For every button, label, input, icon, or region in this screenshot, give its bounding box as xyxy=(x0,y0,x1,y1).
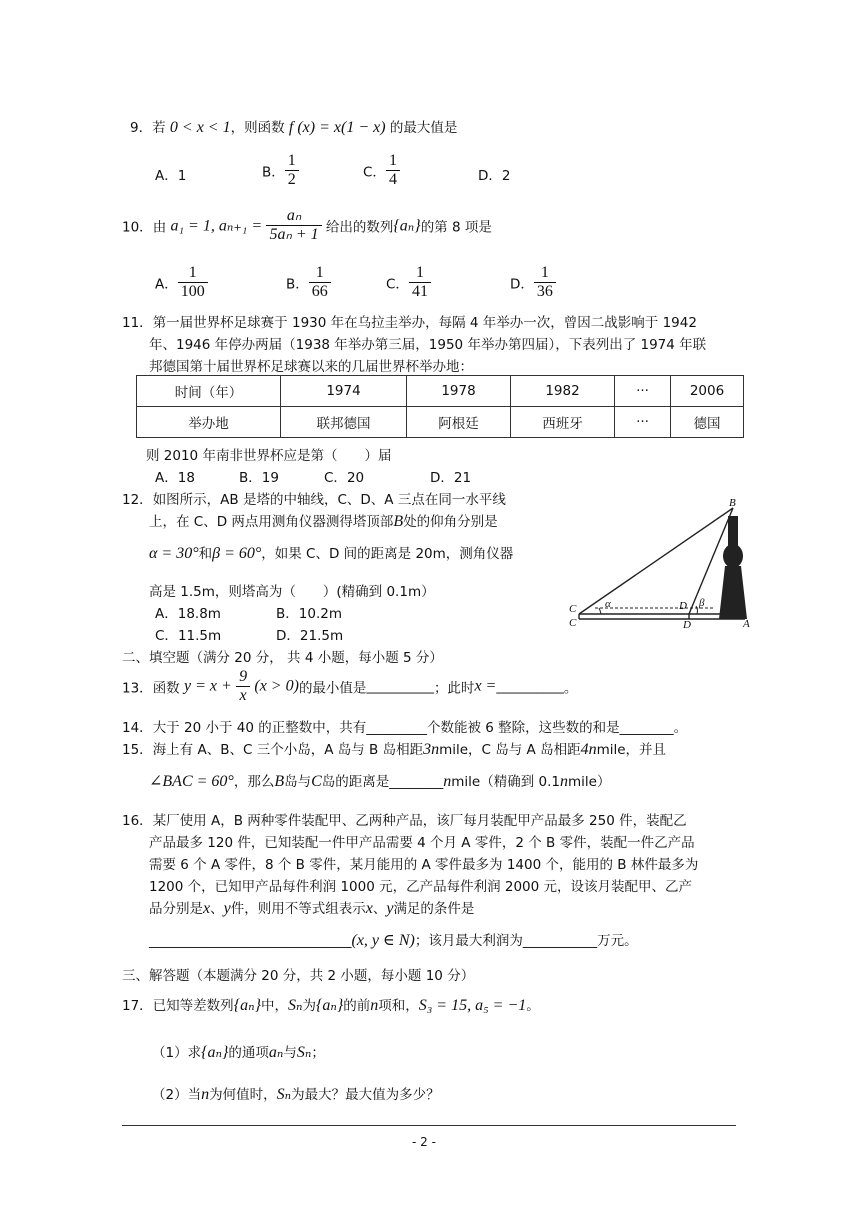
table-cell: 举办地 xyxy=(137,407,281,438)
q9-function: f (x) = x(1 − x) xyxy=(288,119,386,136)
tower-diagram xyxy=(565,496,755,631)
q11-question: 则 2010 年南非世界杯应是第（ ）届 xyxy=(146,448,392,464)
q10-stem: 10．由 a₁ = 1, aₙ₊₁ = $\frac{\text{aₙ}}{\text{5aₙ + 1}}$ 给出的数列{aₙ}的第 8 项是 xyxy=(122,207,492,243)
q10-option-c: C． $\frac{1}{41}$ xyxy=(386,264,431,301)
q14-stem: 14．大于 20 小于 40 的正整数中，共有_________个数能被 6 整除，这些数的和是________。 xyxy=(122,720,688,736)
fig-label-d2: D xyxy=(683,619,691,631)
q9-option-d: D．2 xyxy=(478,168,511,184)
fig-label-a: A xyxy=(743,618,750,630)
q16-line5: 品分别是x、y件，则用不等式组表示x、y满足的条件是 xyxy=(149,900,475,917)
q16-line4: 1200 个，已知甲产品每件利润 1000 元，乙产品每件利润 2000 元，设该月装配甲、乙产 xyxy=(149,879,693,895)
q9-option-a: A．1 xyxy=(155,168,187,184)
q10-recurrence: a₁ = 1, aₙ₊₁ = xyxy=(170,217,263,235)
q16-line6: ______________________________(x, y ∈ N)；该月最大利润为___________万元。 xyxy=(149,932,638,949)
q11-line3: 邦德国第十届世界杯足球赛以来的几届世界杯举办地： xyxy=(149,359,473,375)
q9-option-c: C． $\frac{1}{4}$ xyxy=(363,152,400,189)
footer-rule xyxy=(122,1125,736,1126)
q11-option-c: C．20 xyxy=(324,470,365,486)
fig-label-d1: D xyxy=(679,600,687,612)
table-cell: ··· xyxy=(615,407,671,438)
q17-part1: （1）求{aₙ}的通项aₙ与Sₙ； xyxy=(152,1044,325,1061)
q12-option-a: A．18.8m xyxy=(155,606,221,622)
table-row xyxy=(137,407,744,438)
q16-line3: 需要 6 个 A 零件，8 个 B 零件，某月能用的 A 零件最多为 1400 个，能用的 B 林件最多为 xyxy=(149,857,699,873)
table-row xyxy=(137,376,744,407)
q12-line3: α = 30°和β = 60°，如果 C、D 间的距离是 20m，测角仪器 xyxy=(149,545,514,562)
fig-label-alpha: α xyxy=(605,598,611,610)
q9-stem: 9．若 0 < x < 1，则函数 f (x) = x(1 − x) 的最大值是 xyxy=(130,119,458,136)
q16-line1: 16．某厂使用 A，B 两种零件装配甲、乙两种产品，该厂每月装配甲产品最多 250 件，装配乙 xyxy=(122,813,687,829)
q15-line2: ∠BAC = 60°，那么B岛与C岛的距离是________nmile（精确到 0.1nmile） xyxy=(149,773,611,790)
q15-line1: 15．海上有 A、B、C 三个小岛，A 岛与 B 岛相距3nmile，C 岛与 A 岛相距4nmile，并且 xyxy=(122,741,667,758)
table-cell: 2006 xyxy=(671,376,744,407)
q17-stem: 17．已知等差数列{aₙ}中，Sₙ为{aₙ}的前n项和，S₃ = 15, a₅ = −1。 xyxy=(122,997,540,1014)
table-cell: 阿根廷 xyxy=(407,407,511,438)
q11-line2: 年、1946 年停办两届（1938 年举办第三届，1950 年举办第四届），下表列出了 1974 年联 xyxy=(149,337,707,353)
fig-label-beta: β xyxy=(699,597,705,609)
fig-label-c1: C xyxy=(569,603,577,615)
q12-line4: 高是 1.5m，则塔高为（ ）(精确到 0.1m） xyxy=(149,584,435,600)
table-cell: 1974 xyxy=(281,376,407,407)
q12-line1: 12．如图所示，AB 是塔的中轴线，C、D、A 三点在同一水平线 xyxy=(122,492,506,508)
q9-option-b: B． $\frac{1}{2}$ xyxy=(262,152,299,189)
q17-part2: （2）当n为何值时，Sₙ为最大？最大值为多少？ xyxy=(152,1086,440,1103)
section-3-heading: 三、解答题（本题满分 20 分，共 2 小题，每小题 10 分） xyxy=(122,968,475,984)
q12-option-b: B．10.2m xyxy=(276,606,342,622)
q13-stem: 13．函数 y = x + $\frac{9}{x}$ (x > 0)的最小值是__________；此时x =__________。 xyxy=(122,668,578,704)
fig-label-b: B xyxy=(729,497,736,509)
q16-line2: 产品最多 120 件，已知装配一件甲产品需要 4 个月 A 零件，2 个 B 零件，装配一件乙产品 xyxy=(149,835,695,851)
q12-line2: 上，在 C、D 两点用测角仪器测得塔顶部B处的仰角分别是 xyxy=(149,513,498,530)
q10-option-d: D． $\frac{1}{36}$ xyxy=(510,264,556,301)
q11-option-d: D．21 xyxy=(430,470,472,486)
section-2-heading: 二、填空题（满分 20 分， 共 4 小题，每小题 5 分） xyxy=(122,650,443,666)
q10-option-b: B． $\frac{1}{66}$ xyxy=(286,264,331,301)
table-cell: 西班牙 xyxy=(511,407,615,438)
table-cell: 1978 xyxy=(407,376,511,407)
q12-option-d: D．21.5m xyxy=(276,628,344,644)
table-cell: ··· xyxy=(615,376,671,407)
q10-number: 10． xyxy=(122,219,153,236)
q11-option-b: B．19 xyxy=(239,470,279,486)
page-number: - 2 - xyxy=(412,1135,436,1149)
fig-label-c2: C xyxy=(569,617,577,629)
table-cell: 1982 xyxy=(511,376,615,407)
table-cell: 联邦德国 xyxy=(281,407,407,438)
table-cell: 德国 xyxy=(671,407,744,438)
q9-number: 9． xyxy=(130,120,153,136)
q12-option-c: C．11.5m xyxy=(155,628,222,644)
q9-inequality: 0 < x < 1 xyxy=(169,119,231,136)
q11-line1: 11．第一届世界杯足球赛于 1930 年在乌拉圭举办，每隔 4 年举办一次，曾因二战影响于 1942 xyxy=(122,315,697,331)
world-cup-table xyxy=(136,375,744,438)
table-cell: 时间（年） xyxy=(137,376,281,407)
q10-option-a: A． $\frac{1}{100}$ xyxy=(155,264,208,301)
q11-option-a: A．18 xyxy=(155,470,195,486)
